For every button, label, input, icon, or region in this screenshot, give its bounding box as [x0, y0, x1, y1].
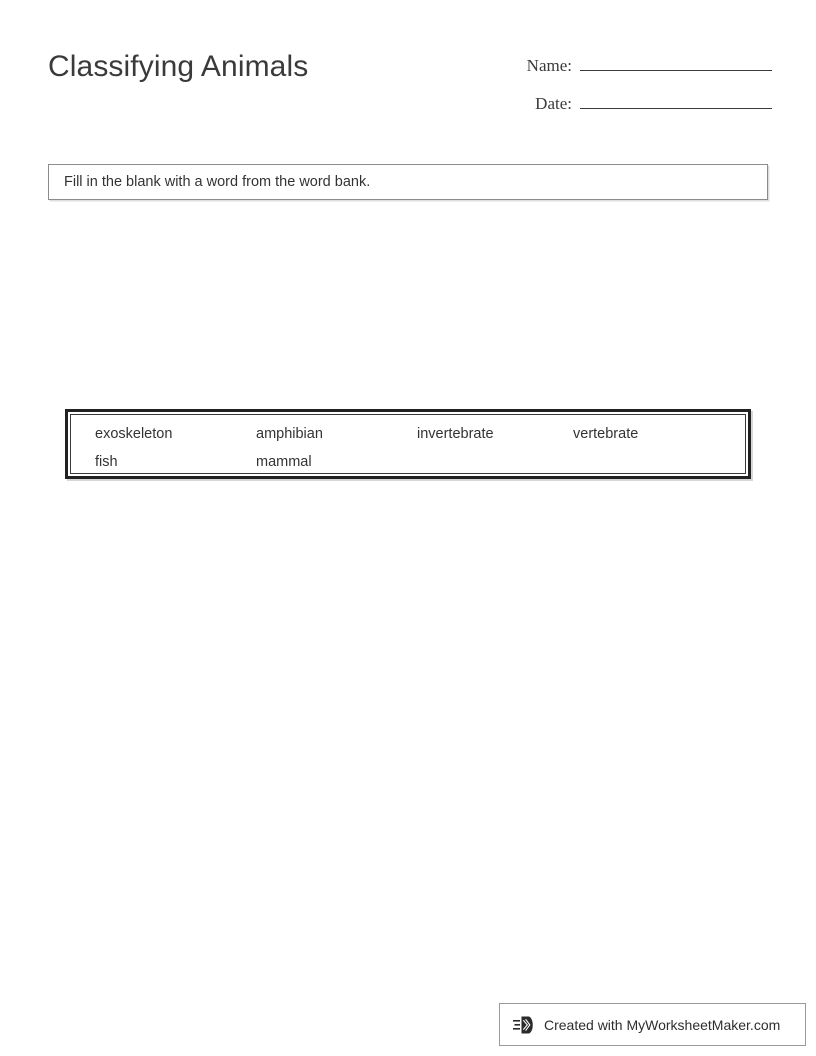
page-title: Classifying Animals — [48, 50, 309, 83]
date-write-in-line[interactable] — [580, 88, 772, 109]
name-field-label: Name: — [526, 56, 572, 75]
word-bank-word[interactable]: fish — [95, 454, 118, 470]
word-bank-word[interactable]: exoskeleton — [95, 426, 173, 442]
word-bank-grid-filler — [573, 452, 745, 473]
word-bank-word[interactable]: mammal — [256, 454, 312, 470]
date-field-label: Date: — [535, 94, 572, 113]
word-bank-word[interactable]: invertebrate — [417, 426, 494, 442]
name-write-in-line[interactable] — [580, 50, 772, 71]
name-field-row — [496, 50, 772, 88]
word-bank-word[interactable]: vertebrate — [573, 426, 639, 442]
name-date-block — [496, 50, 772, 126]
footer-attribution-badge[interactable] — [499, 1003, 806, 1046]
word-bank — [65, 409, 751, 479]
word-bank-grid-filler — [417, 452, 573, 473]
word-bank-grid — [71, 424, 745, 473]
word-bank-inner-border — [70, 414, 746, 474]
worksheet-maker-logo-icon — [513, 1014, 537, 1036]
date-field-row — [496, 88, 772, 126]
instruction-text: Fill in the blank with a word from the word bank. — [64, 174, 371, 190]
instruction-box — [48, 164, 768, 200]
footer-attribution-text: Created with MyWorksheetMaker.com — [544, 1016, 781, 1033]
word-bank-word[interactable]: amphibian — [256, 426, 323, 442]
